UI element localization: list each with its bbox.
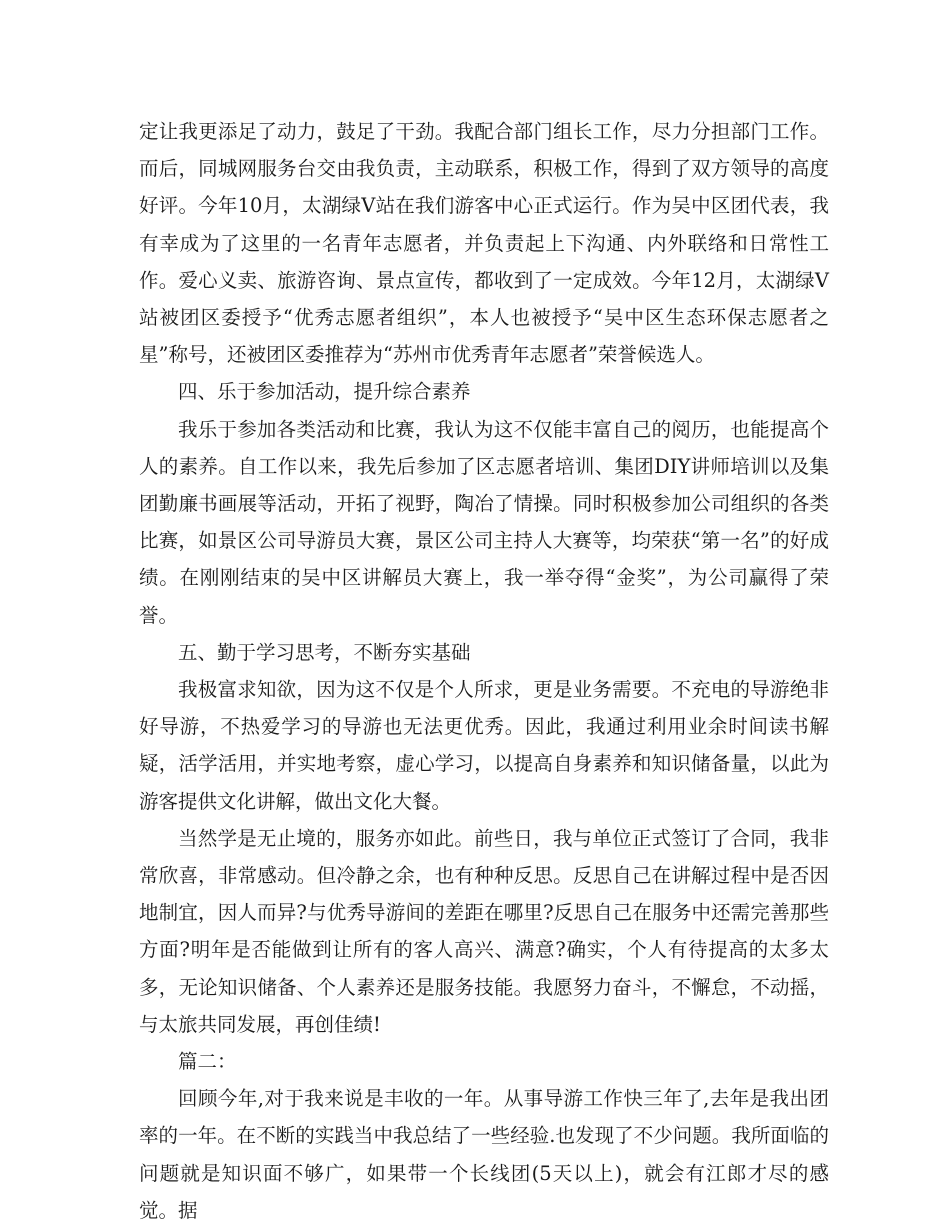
section-heading-learning: 五、勤于学习思考，不断夯实基础 bbox=[178, 640, 471, 664]
paragraph-review: 回顾今年,对于我来说是丰收的一年。从事导游工作快三年了,去年是我出团率的一年。在不断的实践当中我总结了一些经验.也发现了不少问题。我所面临的问题就是知识面不够广，如果带一个长线团(5天以上)，就会有江郎才尽的感觉。据 bbox=[139, 1087, 829, 1222]
paragraph-activities: 我乐于参加各类活动和比赛，我认为这不仅能丰富自己的阅历，也能提高个人的素养。自工作以来，我先后参加了区志愿者培训、集团DIY讲师培训以及集团勤廉书画展等活动，开拓了视野，陶冶了情操。同时积极参加公司组织的各类比赛，如景区公司导游员大赛，景区公司主持人大赛等，均荣获“第一名”的好成绩。在刚刚结束的吴中区讲解员大赛上，我一举夺得“金奖”，为公司赢得了荣誉。 bbox=[139, 417, 829, 627]
section-heading-part-two: 篇二： bbox=[178, 1050, 237, 1074]
paragraph-learning: 我极富求知欲，因为这不仅是个人所求，更是业务需要。不充电的导游绝非好导游，不热爱学习的导游也无法更优秀。因此，我通过利用业余时间读书解疑，活学活用，并实地考察，虚心学习，以提高自身素养和知识储备量，以此为游客提供文化讲解，做出文化大餐。 bbox=[139, 678, 829, 813]
section-heading-activities: 四、乐于参加活动，提升综合素养 bbox=[178, 380, 471, 404]
document-page bbox=[139, 113, 829, 1229]
paragraph-volunteer-work: 定让我更添足了动力，鼓足了干劲。我配合部门组长工作，尽力分担部门工作。而后，同城网服务台交由我负责，主动联系，积极工作，得到了双方领导的高度好评。今年10月，太湖绿V站在我们游客中心正式运行。作为吴中区团代表，我有幸成为了这里的一名青年志愿者，并负责起上下沟通、内外联络和日常性工作。爱心义卖、旅游咨询、景点宣传，都收到了一定成效。今年12月，太湖绿V站被团区委授予“优秀志愿者组织”，本人也被授予“吴中区生态环保志愿者之星”称号，还被团区委推荐为“苏州市优秀青年志愿者”荣誉候选人。 bbox=[139, 120, 829, 367]
paragraph-reflection: 当然学是无止境的，服务亦如此。前些日，我与单位正式签订了合同，我非常欣喜，非常感动。但冷静之余，也有种种反思。反思自己在讲解过程中是否因地制宜，因人而异?与优秀导游间的差距在哪里?反思自己在服务中还需完善那些方面?明年是否能做到让所有的客人高兴、满意?确实，个人有待提高的太多太多，无论知识储备、个人素养还是服务技能。我愿努力奋斗，不懈怠，不动摇，与太旅共同发展，再创佳绩! bbox=[139, 826, 829, 1036]
